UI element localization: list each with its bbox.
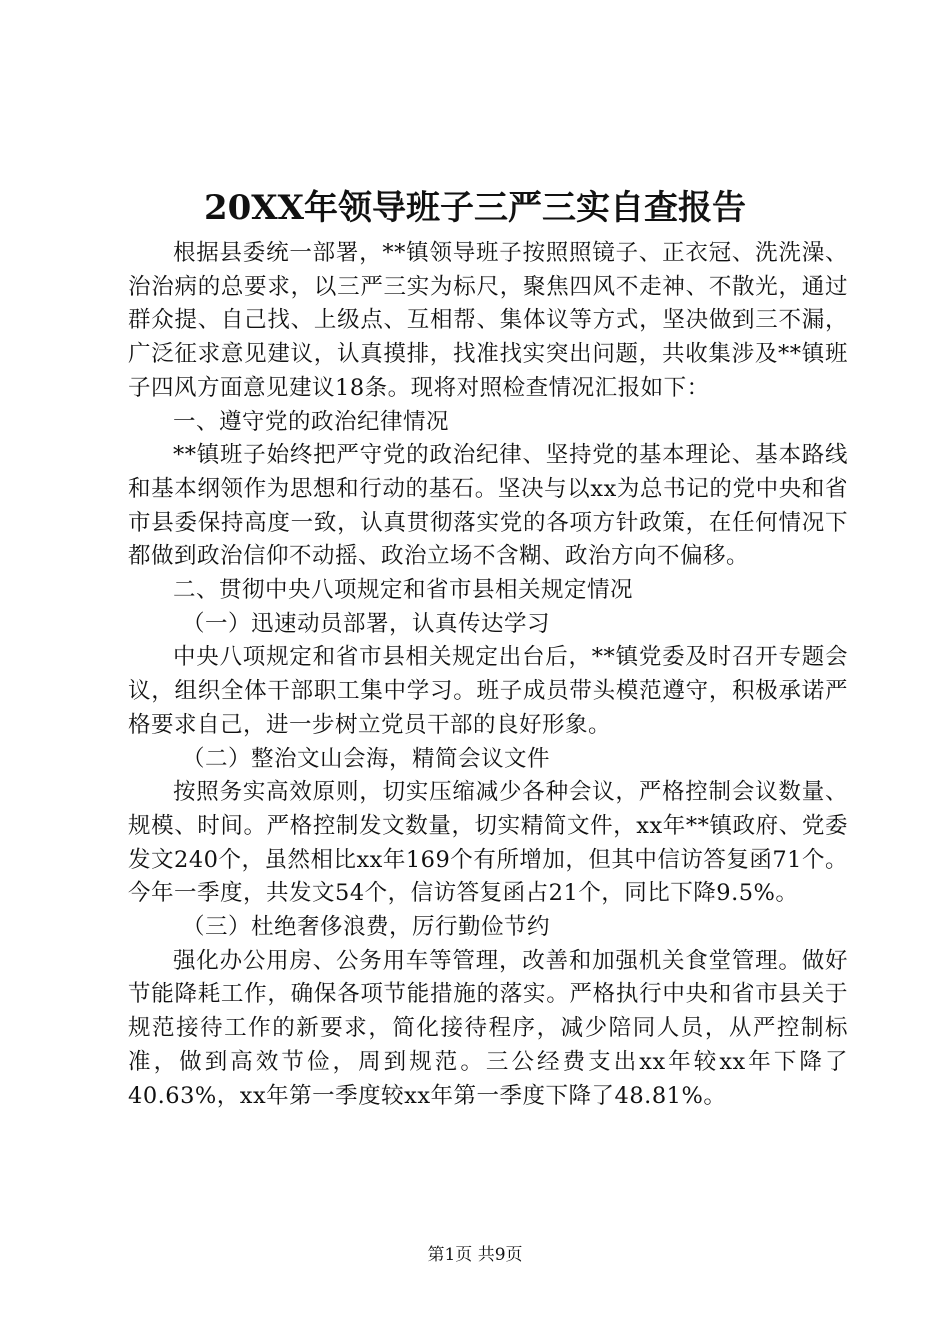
subsection-heading-3: （三）杜绝奢侈浪费，厉行勤俭节约 — [182, 914, 551, 941]
subsection-1-paragraph: 中央八项规定和省市县相关规定出台后，**镇党委及时召开专题会议，组织全体干部职工集中学习。班子成员带头模范遵守，积极承诺严格要求自己，进一步树立党员干部的良好形象。 — [128, 644, 848, 738]
subsection-2-paragraph: 按照务实高效原则，切实压缩减少各种会议，严格控制会议数量、规模、时间。严格控制发文数量，切实精简文件，xx年**镇政府、党委发文240个，虽然相比xx年169个有所增加，但其中信访答复函71个。今年一季度，共发文54个，信访答复函占21个，同比下降9.5%。 — [128, 779, 848, 907]
document-body — [128, 237, 848, 1113]
page-footer: 第1页 共9页 — [427, 1245, 523, 1265]
subsection-3-paragraph: 强化办公用房、公务用车等管理，改善和加强机关食堂管理。做好节能降耗工作，确保各项节能措施的落实。严格执行中央和省市县关于规范接待工作的新要求，简化接待程序，减少陪同人员，从严控制标准，做到高效节俭，周到规范。三公经费支出xx年较xx年下降了40.63%，xx年第一季度较xx年第一季度下降了48.81%。 — [128, 947, 848, 1109]
section-1-paragraph: **镇班子始终把严守党的政治纪律、坚持党的基本理论、基本路线和基本纲领作为思想和行动的基石。坚决与以xx为总书记的党中央和省市县委保持高度一致，认真贯彻落实党的各项方针政策，在任何情况下都做到政治信仰不动摇、政治立场不含糊、政治方向不偏移。 — [128, 442, 848, 570]
document-title: 20XX年领导班子三严三实自查报告 — [203, 188, 747, 228]
section-heading-1: 一、遵守党的政治纪律情况 — [173, 408, 450, 435]
section-heading-2: 二、贯彻中央八项规定和省市县相关规定情况 — [173, 577, 634, 604]
subsection-heading-2: （二）整治文山会海，精简会议文件 — [182, 745, 551, 772]
subsection-heading-1: （一）迅速动员部署，认真传达学习 — [182, 610, 551, 637]
intro-paragraph: 根据县委统一部署，**镇领导班子按照照镜子、正衣冠、洗洗澡、治治病的总要求，以三严三实为标尺，聚焦四风不走神、不散光，通过群众提、自己找、上级点、互相帮、集体议等方式，坚决做到三不漏，广泛征求意见建议，认真摸排，找准找实突出问题，共收集涉及**镇班子四风方面意见建议18条。现将对照检查情况汇报如下： — [128, 240, 848, 401]
